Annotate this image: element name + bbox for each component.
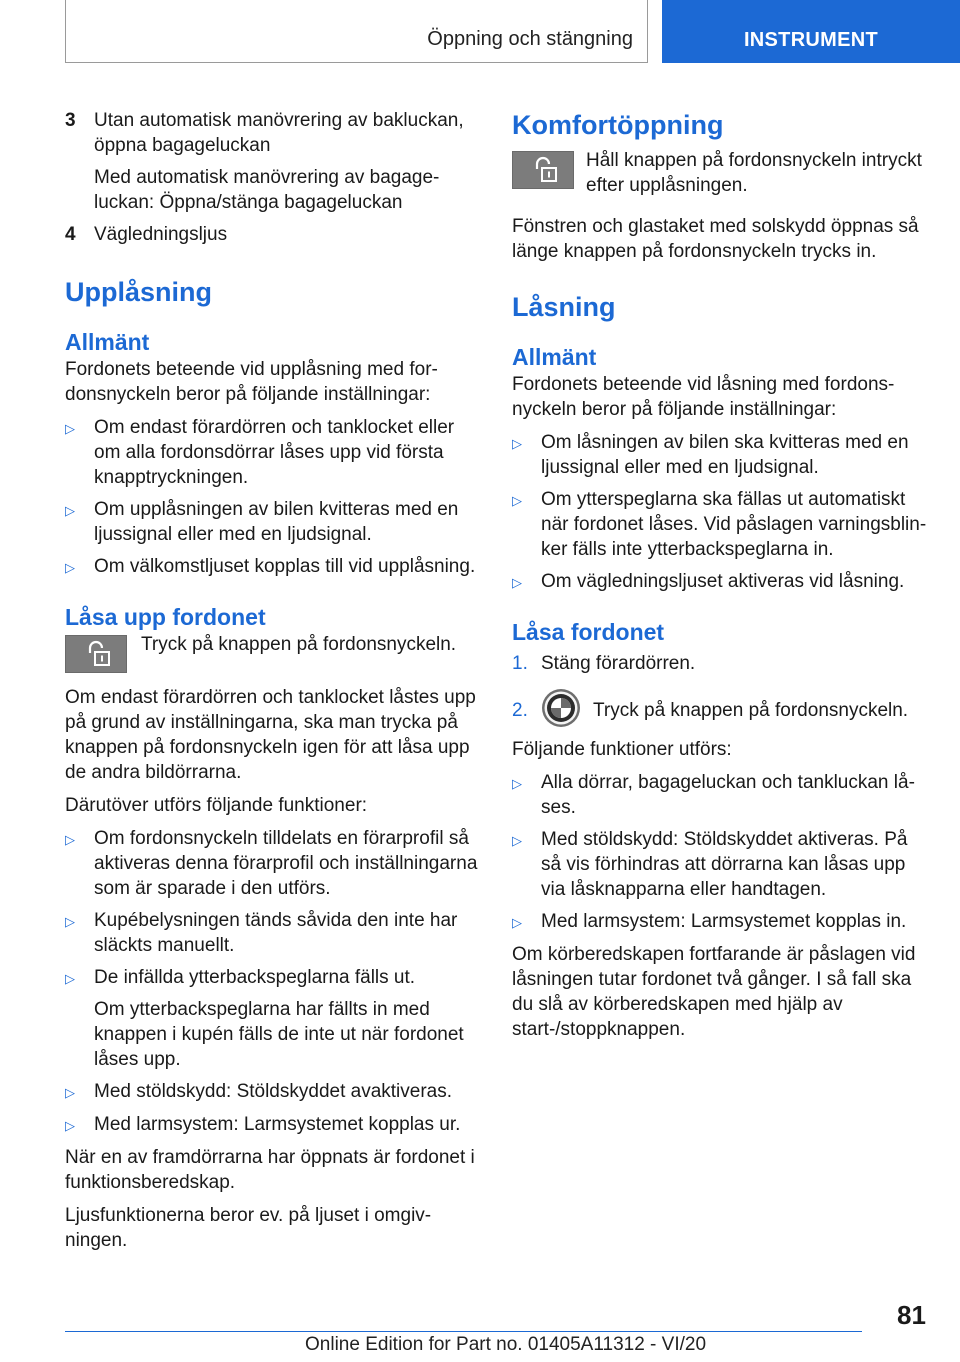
bullet-item xyxy=(65,497,480,547)
triangle-bullet-icon: ▷ xyxy=(512,436,522,451)
heading-allmant: Allmänt xyxy=(65,329,150,355)
bullet-subtext: Om ytterbackspeglarna har fällts in med knappen i kupén fälls de inte ut när fordonet låses upp. xyxy=(94,999,464,1070)
triangle-bullet-icon: ▷ xyxy=(65,1118,75,1133)
step-number: 1. xyxy=(512,653,528,674)
triangle-bullet-icon: ▷ xyxy=(65,971,75,986)
triangle-bullet-icon: ▷ xyxy=(65,1085,75,1100)
unlock-button-icon xyxy=(65,635,127,673)
bullet-text: Med larmsystem: Larmsystemet kopplas in. xyxy=(541,911,907,932)
heading-komfortoppning: Komfortöppning xyxy=(512,110,724,140)
heading-lasning: Låsning xyxy=(512,292,616,322)
bullet-item xyxy=(512,770,932,820)
numbered-item xyxy=(65,108,480,215)
step-number: 2. xyxy=(512,700,528,721)
header-chapter-tab xyxy=(662,0,960,63)
triangle-bullet-icon: ▷ xyxy=(512,493,522,508)
item-text: Utan automatisk manövrering av bakluckan, öppna bagageluckan xyxy=(94,110,464,156)
bullet-text: De infällda ytterbackspeglarna fälls ut. xyxy=(94,967,416,988)
paragraph: Ljusfunktionerna beror ev. på ljuset i omgivningen. xyxy=(65,1205,432,1251)
footer-edition: Online Edition for Part no. 01405A11312 - VI/20 xyxy=(305,1334,707,1355)
item-text: Med automatisk manövrering av bagageluckan: Öppna/stänga bagageluckan xyxy=(94,167,440,213)
right-column xyxy=(512,108,932,1050)
bullet-text: Med larmsystem: Larmsystemet kopplas ur. xyxy=(94,1114,461,1135)
triangle-bullet-icon: ▷ xyxy=(65,421,75,436)
footer-divider xyxy=(65,1331,862,1332)
icon-row xyxy=(65,632,480,673)
triangle-bullet-icon: ▷ xyxy=(65,560,75,575)
bullet-item xyxy=(512,487,932,562)
bullet-text: Om välkomstljuset kopplas till vid upplåsning. xyxy=(94,556,476,577)
bullet-text: Om fordonsnyckeln tilldelats en förarprofil så aktiveras denna förarprofil och inställningarna som är sparade i den utförs. xyxy=(94,828,478,899)
bullet-item xyxy=(65,826,480,901)
triangle-bullet-icon: ▷ xyxy=(65,914,75,929)
paragraph: Följande funktioner utförs: xyxy=(512,739,732,760)
paragraph: Om körberedskapen fortfarande är påslagen vid låsningen tutar fordonet två gånger. I så fall ska du slå av körberedskapen med hjälp av start-/stoppknappen. xyxy=(512,944,916,1040)
paragraph: Om endast förardörren och tanklocket låstes upp på grund av inställningarna, ska man trycka på knappen på fordonsnyckeln igen för att låsa upp de andra bildörrarna. xyxy=(65,687,476,783)
heading-lasa-fordonet: Låsa fordonet xyxy=(512,619,665,645)
bullet-item xyxy=(65,965,480,1072)
paragraph: Fordonets beteende vid upplåsning med fordonsnyckeln beror på följande inställningar: xyxy=(65,359,438,405)
triangle-bullet-icon: ▷ xyxy=(512,833,522,848)
bmw-logo-icon xyxy=(541,688,581,733)
bullet-text: Med stöldskydd: Stöldskyddet avaktiveras. xyxy=(94,1081,453,1102)
bullet-text: Med stöldskydd: Stöldskyddet aktiveras. På så vis förhindras att dörrarna kan låsas upp via låsknapparna eller handtagen. xyxy=(541,829,908,900)
icon-row xyxy=(512,148,932,198)
triangle-bullet-icon: ▷ xyxy=(65,503,75,518)
header-section-tab xyxy=(65,0,648,63)
bullet-item xyxy=(512,569,932,595)
step-item xyxy=(512,688,932,733)
page-number: 81 xyxy=(897,1300,926,1330)
bullet-item xyxy=(65,908,480,958)
paragraph: När en av framdörrarna har öppnats är fordonet i funktionsberedskap. xyxy=(65,1147,475,1193)
triangle-bullet-icon: ▷ xyxy=(512,575,522,590)
header-chapter-title: INSTRUMENT xyxy=(743,29,879,51)
triangle-bullet-icon: ▷ xyxy=(65,832,75,847)
triangle-bullet-icon: ▷ xyxy=(512,776,522,791)
heading-upplasning: Upplåsning xyxy=(65,277,212,307)
bullet-item xyxy=(65,415,480,490)
bullet-text: Alla dörrar, bagageluckan och tankluckan låses. xyxy=(541,772,915,818)
bullet-item xyxy=(512,430,932,480)
bullet-item xyxy=(512,827,932,902)
bullet-text: Kupébelysningen tänds såvida den inte har släckts manuellt. xyxy=(94,910,458,956)
icon-row-text: Håll knappen på fordonsnyckeln intryckt efter upplåsningen. xyxy=(586,150,922,196)
step-item xyxy=(512,651,932,676)
bullet-text: Om upplåsningen av bilen kvitteras med en ljussignal eller med en ljudsignal. xyxy=(94,499,459,545)
item-text: Vägledningsljus xyxy=(94,224,228,245)
bullet-text: Om ytterspeglarna ska fällas ut automatiskt när fordonet låses. Vid påslagen varningsblinker fälls inte ytterbackspeglarna in. xyxy=(541,489,927,560)
heading-lasa-upp: Låsa upp fordonet xyxy=(65,604,266,630)
bullet-text: Om vägledningsljuset aktiveras vid låsning. xyxy=(541,571,905,592)
step-text: Stäng förardörren. xyxy=(541,653,696,674)
paragraph: Fönstren och glastaket med solskydd öppnas så länge knappen på fordonsnyckeln trycks in. xyxy=(512,216,919,262)
unlock-button-icon xyxy=(512,151,574,189)
header-section-title: Öppning och stängning xyxy=(427,28,633,50)
numbered-item xyxy=(65,222,480,247)
bullet-item xyxy=(65,1112,480,1138)
bullet-item xyxy=(65,1079,480,1105)
paragraph: Fordonets beteende vid låsning med fordonsnyckeln beror på följande inställningar: xyxy=(512,374,895,420)
heading-allmant: Allmänt xyxy=(512,344,597,370)
bullet-text: Om endast förardörren och tanklocket eller om alla fordonsdörrar låses upp vid första knapptryckningen. xyxy=(94,417,455,488)
left-column xyxy=(65,108,480,1261)
item-number: 4 xyxy=(65,224,76,245)
bullet-item xyxy=(512,909,932,935)
triangle-bullet-icon: ▷ xyxy=(512,915,522,930)
bullet-item xyxy=(65,554,480,580)
step-text: Tryck på knappen på fordonsnyckeln. xyxy=(593,700,909,721)
bullet-text: Om låsningen av bilen ska kvitteras med en ljussignal eller med en ljudsignal. xyxy=(541,432,909,478)
paragraph: Därutöver utförs följande funktioner: xyxy=(65,795,368,816)
item-number: 3 xyxy=(65,110,76,131)
icon-row-text: Tryck på knappen på fordonsnyckeln. xyxy=(141,634,457,655)
